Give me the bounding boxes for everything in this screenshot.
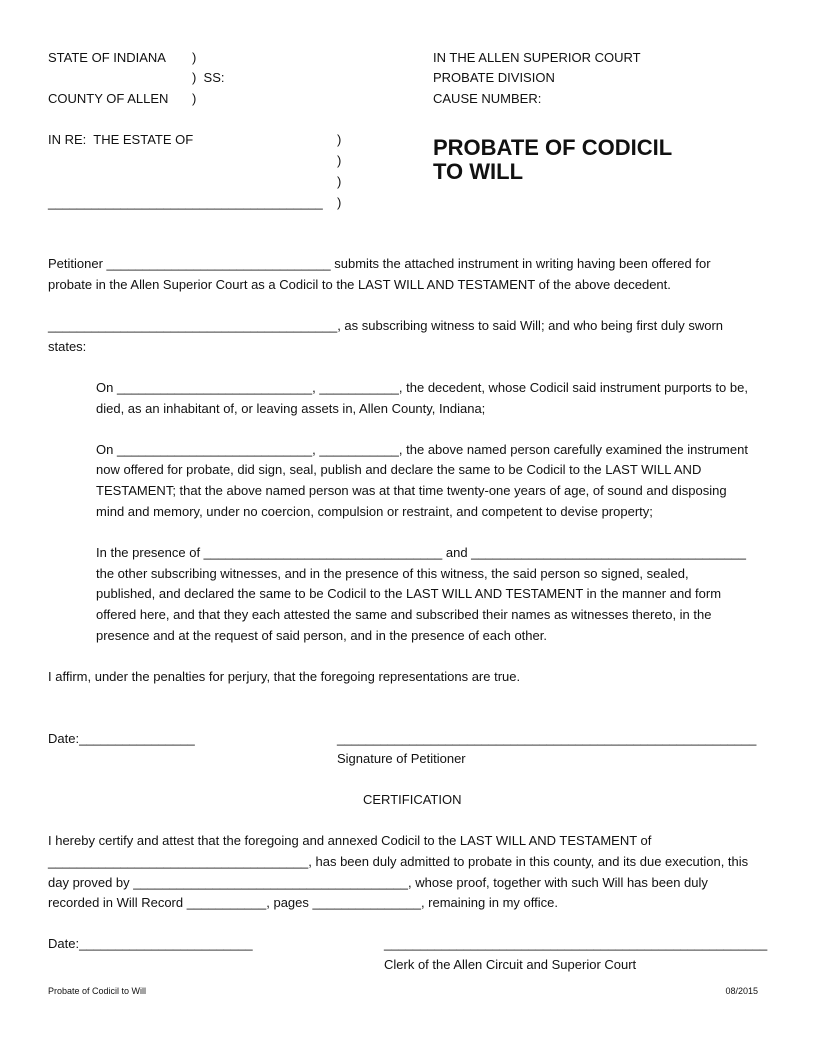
division-label: PROBATE DIVISION [433,70,555,85]
caption-paren: ) [337,174,342,189]
presence-paragraph-line: In the presence of _________________________________ and ______________________________________ [96,545,746,560]
presence-paragraph-line: published, and declared the same to be Codicil to the LAST WILL AND TESTAMENT in the manner and form [96,586,722,601]
affirmation-text: I affirm, under the penalties for perjury, that the foregoing representations are true. [48,669,521,684]
exam-paragraph-line: On ___________________________, ___________, the above named person carefully examined the instrument [96,442,748,457]
death-paragraph-line: died, as an inhabitant of, or leaving assets in, Allen County, Indiana; [96,401,486,416]
cause-number-label: CAUSE NUMBER: [433,91,542,106]
clerk-date-field[interactable]: Date:________________________ [48,936,253,951]
witness-line: states: [48,339,87,354]
certification-line: I hereby certify and attest that the foregoing and annexed Codicil to the LAST WILL AND TESTAMENT of [48,833,652,848]
petitioner-signature-label: Signature of Petitioner [337,751,466,766]
document-title-line1: PROBATE OF CODICIL [433,135,673,160]
estate-name-line[interactable]: ______________________________________ [48,195,323,210]
in-re-label: IN RE: THE ESTATE OF [48,132,194,147]
caption-paren: ) [337,132,342,147]
caption-paren: ) [337,195,342,210]
petition-date-field[interactable]: Date:________________ [48,731,195,746]
clerk-signature-label: Clerk of the Allen Circuit and Superior Court [384,957,637,972]
petitioner-signature-line[interactable]: __________________________________________________________ [337,731,757,746]
exam-paragraph-line: mind and memory, under no coercion, compulsion or restraint, and competent to devise property; [96,504,653,519]
footer-form-date: 08/2015 [725,986,758,996]
presence-paragraph-line: offered here, and that they each attested the same and subscribed their names as witnesses thereto, in the [96,607,712,622]
county-label: COUNTY OF ALLEN [48,91,169,106]
caption-paren: ) [192,50,197,65]
petition-line: Petitioner _______________________________ submits the attached instrument in writing having been offered for [48,256,711,271]
exam-paragraph-line: now offered for probate, did sign, seal, publish and declare the same to be Codicil to the LAST WILL AND [96,462,702,477]
court-label: IN THE ALLEN SUPERIOR COURT [433,50,641,65]
presence-paragraph-line: the other subscribing witnesses, and in the presence of this witness, the said person so signed, sealed, [96,566,689,581]
death-paragraph-line: On ___________________________, ___________, the decedent, whose Codicil said instrument purports to be, [96,380,748,395]
certification-line: day proved by ______________________________________, whose proof, together with such Will has been duly [48,875,708,890]
petition-line: probate in the Allen Superior Court as a Codicil to the LAST WILL AND TESTAMENT of the above decedent. [48,277,671,292]
state-label: STATE OF INDIANA [48,50,166,65]
witness-line: ________________________________________, as subscribing witness to said Will; and who being first duly sworn [48,318,724,333]
presence-paragraph-line: presence and at the request of said person, and in the presence of each other. [96,628,547,643]
certification-line: ____________________________________, has been duly admitted to probate in this county, and its due execution, this [48,854,749,869]
caption-paren: ) [192,91,197,106]
document-title-line2: TO WILL [433,159,524,184]
ss-label: ) SS: [192,70,225,85]
certification-heading: CERTIFICATION [363,792,462,807]
footer-form-name: Probate of Codicil to Will [48,986,147,996]
exam-paragraph-line: TESTAMENT; that the above named person was at that time twenty-one years of age, of sound and disposing [96,483,727,498]
clerk-signature-line[interactable]: _____________________________________________________ [384,936,768,951]
caption-paren: ) [337,153,342,168]
certification-line: recorded in Will Record ___________, pages _______________, remaining in my office. [48,895,558,910]
